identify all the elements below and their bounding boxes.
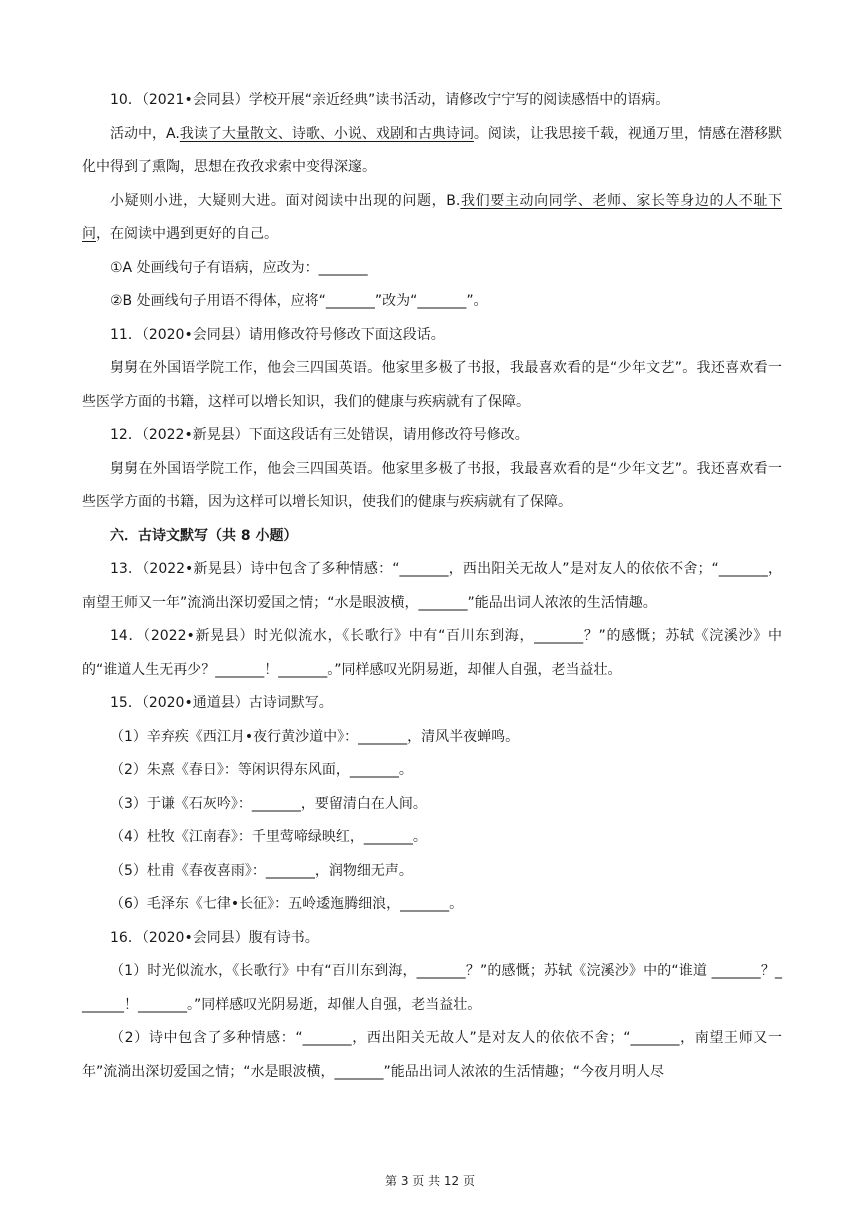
text-run: ，在阅读中遇到更好的自己。: [96, 226, 278, 242]
question-15-item: （5）杜甫《春夜喜雨》：_______，润物细无声。: [110, 862, 413, 879]
question-10-paragraph-2: [82, 185, 782, 252]
page-footer: 第 3 页 共 12 页: [385, 1174, 475, 1188]
text-run: 小疑则小进，大疑则大进。面对阅读中出现的问题，B.: [110, 192, 461, 209]
text-run: 。阅读，让我思接千载，视通万里，情感在潜移默化中得到了熏陶，思想在孜孜求索中变得深邃。: [82, 125, 783, 175]
question-16-item-2: （2）诗中包含了多种情感：“_______，西出阳关无故人”是对友人的依依不舍；“_______，南望王师又一年”流淌出深切爱国之情；“水是眼波横，_______”能品出词人浓浓的生活情趣；“今夜月明人尽: [82, 1030, 782, 1080]
question-12-body: 舅舅在外国语学院工作，他会三四国英语。他家里多极了书报，我最喜欢看的是“少年文艺”。我还喜欢看一些医学方面的书籍，因为这样可以增长知识，使我们的健康与疾病就有了保障。: [82, 460, 782, 510]
question-10-title: 10．（2021•会同县）学校开展“亲近经典”读书活动，请修改宁宁写的阅读感悟中的语病。: [110, 92, 670, 108]
question-15-item: （6）毛泽东《七律•长征》：五岭逶迤腾细浪，_______。: [110, 896, 464, 912]
question-12-title: 12．（2022•新晃县）下面这段话有三处错误，请用修改符号修改。: [110, 427, 529, 443]
question-11-body: 舅舅在外国语学院工作，他会三四国英语。他家里多极了书报，我最喜欢看的是“少年文艺”。我还喜欢看一些医学方面的书籍，这样可以增长知识，我们的健康与疾病就有了保障。: [82, 360, 782, 410]
question-16-item-1: （1）时光似流水，《长歌行》中有“百川东到海，_______？”的感慨；苏轼《浣溪沙》中的“谁道 _______？_______！_______。”同样感叹光阴易逝，却催人自强，老当益壮。: [82, 963, 782, 1013]
question-13-body: 13．（2022•新晃县）诗中包含了多种情感：“_______，西出阳关无故人”是对友人的依依不舍；“_______，南望王师又一年”流淌出深切爱国之情；“水是眼波横，_______”能品出词人浓浓的生活情趣。: [82, 561, 782, 611]
question-15-item: （2）朱熹《春日》：等闲识得东风面，_______。: [110, 762, 413, 778]
section-6-heading: 六．古诗文默写（共 8 小题）: [110, 527, 298, 544]
question-15-item: （3）于谦《石灰吟》：_______，要留清白在人间。: [110, 795, 427, 812]
question-16-title: 16．（2020•会同县）腹有诗书。: [110, 929, 319, 946]
question-10-item-2: ②B 处画线句子用语不得体，应将“_______”改为“_______”。: [110, 293, 488, 309]
question-10-item-1: ①A 处画线句子有语病，应改为：_______: [110, 259, 368, 276]
question-15-item: （4）杜牧《江南春》：千里莺啼绿映红，_______。: [110, 829, 427, 845]
underlined-sentence-b: 我们要主动向同学、老师、家长等身边的人不耻下问: [82, 192, 783, 242]
question-15-item: （1）辛弃疾《西江月•夜行黄沙道中》：_______，清风半夜蝉鸣。: [110, 728, 520, 745]
question-10-paragraph-1: [82, 118, 782, 185]
question-15-title: 15．（2020•通道县）古诗词默写。: [110, 695, 333, 711]
question-14-body: 14．（2022•新晃县）时光似流水，《长歌行》中有“百川东到海，_______？”的感慨；苏轼《浣溪沙》中的“谁道人生无再少？_______！_______。”同样感叹光阴易逝，却催人自强，老当益壮。: [82, 628, 782, 678]
text-run: 活动中，A.: [110, 125, 180, 142]
page-content: [82, 84, 782, 1089]
question-11-title: 11．（2020•会同县）请用修改符号修改下面这段话。: [110, 326, 445, 343]
underlined-sentence-a: 我读了大量散文、诗歌、小说、戏剧和古典诗词: [179, 125, 474, 142]
